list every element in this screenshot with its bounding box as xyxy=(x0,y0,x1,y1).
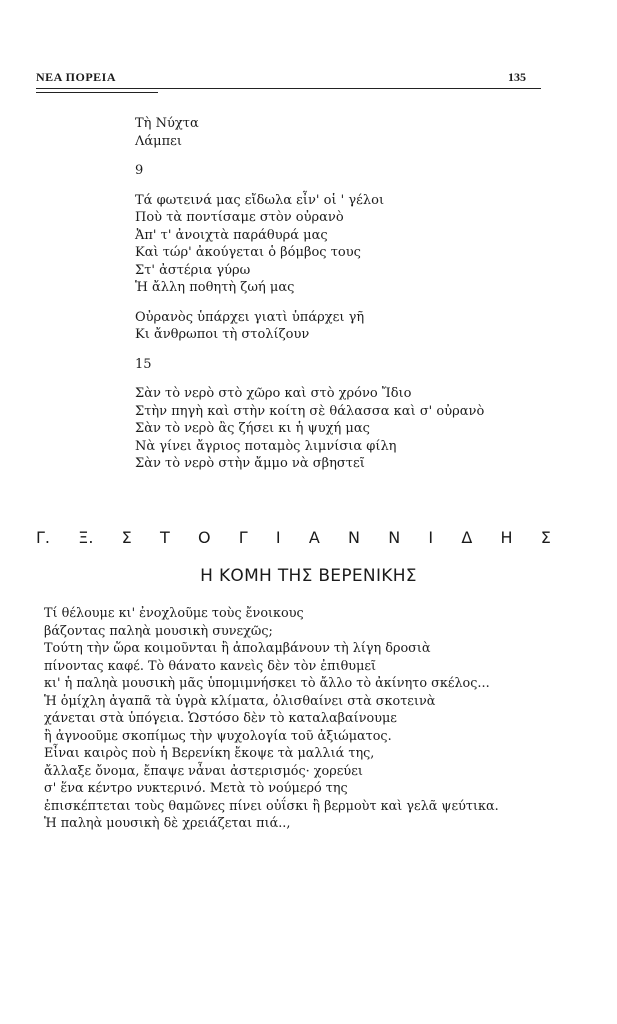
prose-line: βάζοντας παληὰ μουσικὴ συνεχῶς; xyxy=(44,623,273,639)
prose-line: Τούτη τὴν ὥρα κοιμοῦνται ἢ ἀπολαμβάνουν τὴ λίγη δροσιὰ xyxy=(44,641,431,656)
author-letter: Δ xyxy=(461,528,473,547)
poem-title-line: Λάμπει xyxy=(135,133,182,149)
prose-line: κι' ἡ παληὰ μουσικὴ μᾶς ὑπομιμνήσκει τὸ ἄλλο τὸ ἀκίνητο σκέλος... xyxy=(44,676,490,691)
prose-line: Εἶναι καιρὸς ποὺ ἡ Βερενίκη ἔκοψε τὰ μαλλιά της, xyxy=(44,746,375,761)
author-letter: Ι xyxy=(428,528,434,547)
verse-line: Καὶ τώρ' ἀκούγεται ὁ βόμβος τους xyxy=(135,245,361,260)
prose-poem xyxy=(44,605,584,833)
author-letter: Γ xyxy=(238,528,248,547)
poem xyxy=(135,115,535,473)
author-name xyxy=(36,528,551,547)
author-letter: Σ xyxy=(121,528,132,547)
prose-line: σ' ἕνα κέντρο νυκτερινό. Μετὰ τὸ νούμερό της xyxy=(44,781,348,796)
verse-line: Ἡ ἄλλη ποθητὴ ζωή μας xyxy=(135,280,295,295)
author-letter: Σ xyxy=(540,528,551,547)
page-number: 135 xyxy=(508,70,526,84)
author-letter: Ξ. xyxy=(78,528,94,547)
section-number: 9 xyxy=(135,163,144,178)
verse-line: Νὰ γίνει ἄγριος ποταμὸς λιμνίσια φίλη xyxy=(135,438,397,454)
prose-line: πίνοντας καφέ. Τὸ θάνατο κανεὶς δὲν τὸν ἐπιθυμεῖ xyxy=(44,658,377,674)
verse-line: Κι ἄνθρωποι τὴ στολίζουν xyxy=(135,327,310,342)
header-rule xyxy=(36,88,541,89)
author-letter: Ο xyxy=(197,528,211,547)
section-number: 15 xyxy=(135,356,152,372)
piece-title: Η ΚΟΜΗ ΤΗΣ ΒΕΡΕΝΙΚΗΣ xyxy=(200,566,417,586)
author-letter: Τ xyxy=(159,528,170,547)
verse-line: Σὰν τὸ νερὸ ἂς ζήσει κι ἡ ψυχή μας xyxy=(135,421,370,436)
author-letter: Ι xyxy=(275,528,281,547)
verse-line: Ἀπ' τ' ἀνοιχτὰ παράθυρά μας xyxy=(135,227,328,243)
journal-title: ΝΕΑ ΠΟΡΕΙΑ xyxy=(36,70,117,84)
prose-line: ἄλλαξε ὄνομα, ἔπαψε νἆναι ἀστερισμός· χορεύει xyxy=(44,763,363,779)
stanza xyxy=(135,385,535,473)
verse-line: Σὰν τὸ νερὸ στὸ χῶρο καὶ στὸ χρόνο Ἴδιο xyxy=(135,386,412,401)
poem-title-line: Τὴ Νύχτα xyxy=(135,116,199,131)
prose-line: ἢ ἀγνοοῦμε σκοπίμως τὴν ψυχολογία τοῦ ἀξιώματος. xyxy=(44,728,392,744)
author-letter: Α xyxy=(308,528,320,547)
verse-line: Στ' ἀστέρια γύρω xyxy=(135,262,251,278)
author-letter: Ν xyxy=(348,528,360,547)
verse-line: Σὰν τὸ νερὸ στὴν ἄμμο νὰ σβηστεῖ xyxy=(135,456,365,471)
prose-line: χάνεται στὰ ὑπόγεια. Ὡστόσο δὲν τὸ καταλαβαίνουμε xyxy=(44,711,397,726)
prose-line: ἐπισκέπτεται τοὺς θαμῶνες πίνει οὐΐσκι ἢ βερμοὺτ καὶ γελᾶ ψεύτικα. xyxy=(44,798,499,814)
prose-line: Ἡ παληὰ μουσικὴ δὲ χρειάζεται πιά.., xyxy=(44,816,291,831)
verse-line: Ποὺ τὰ ποντίσαμε στὸν οὐρανὸ xyxy=(135,210,344,225)
stanza xyxy=(135,192,535,297)
prose-line: Ἡ ὁμίχλη ἀγαπᾶ τὰ ὑγρὰ κλίματα, ὀλισθαίνει στὰ σκοτεινὰ xyxy=(44,693,436,709)
prose-line: Τί θέλουμε κι' ἐνοχλοῦμε τοὺς ἔνοικους xyxy=(44,606,304,621)
header-rule-short xyxy=(36,92,158,93)
author-letter: Γ. xyxy=(36,528,50,547)
verse-line: Οὐρανὸς ὑπάρχει γιατὶ ὑπάρχει γῆ xyxy=(135,309,365,325)
verse-line: Τά φωτεινά μας εἴδωλα εἶν' οἱ ' γέλοι xyxy=(135,192,385,208)
verse-line: Στὴν πηγὴ καὶ στὴν κοίτη σὲ θάλασσα καὶ σ' οὐρανὸ xyxy=(135,403,485,419)
author-letter: Ν xyxy=(388,528,401,547)
stanza xyxy=(135,309,535,344)
author-letter: Η xyxy=(500,528,513,547)
